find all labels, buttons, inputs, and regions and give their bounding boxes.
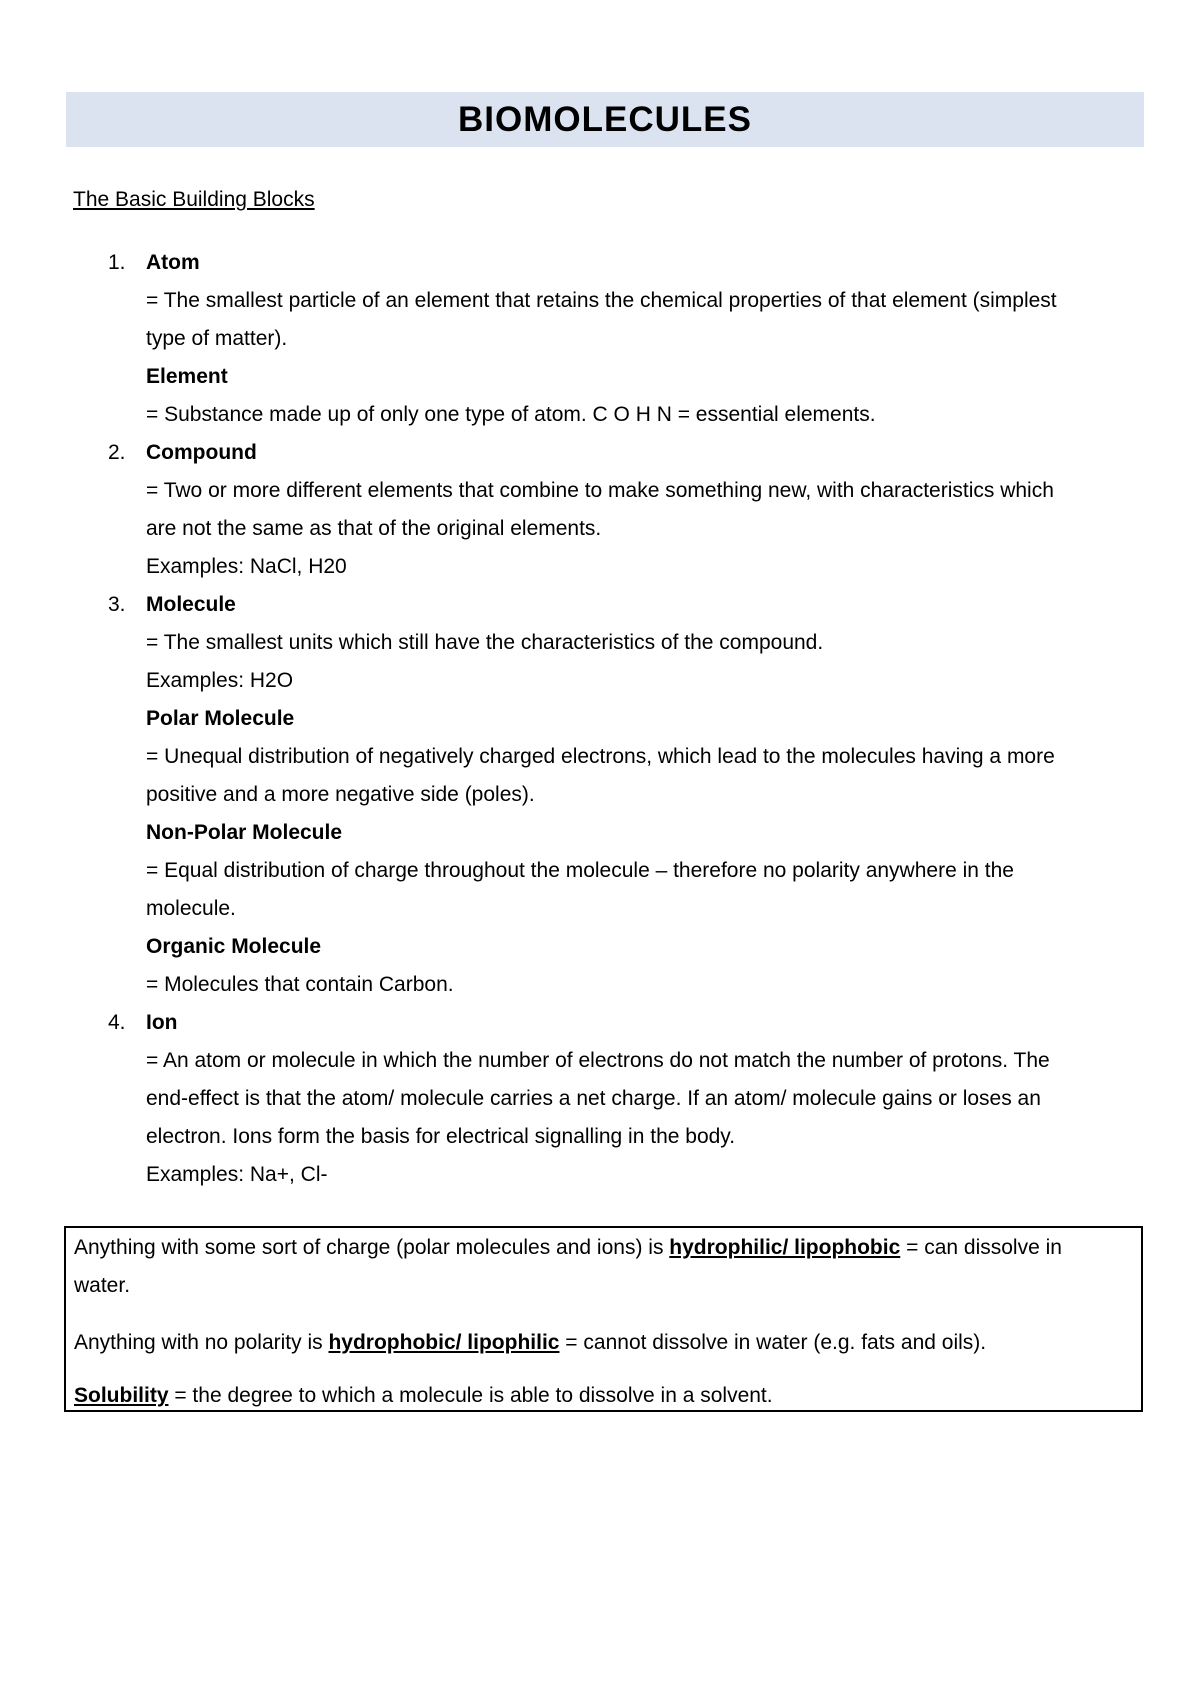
definition-line: electron. Ions form the basis for electrical signalling in the body. [146,1125,736,1148]
definition-line: = An atom or molecule in which the number of electrons do not match the number of protons. The [146,1049,1050,1072]
summary-box [64,1226,1143,1412]
summary-text: Anything with no polarity is [74,1331,329,1354]
summary-paragraph-cont: water. [74,1274,131,1297]
definition-line: = The smallest particle of an element that retains the chemical properties of that element (simplest [146,289,1057,312]
definition-line: = Substance made up of only one type of atom. C O H N = essential elements. [146,403,876,426]
definition-line: = Unequal distribution of negatively charged electrons, which lead to the molecules having a more [146,745,1055,768]
summary-text: = can dissolve in [900,1236,1062,1259]
definition-line: = Equal distribution of charge throughout the molecule – therefore no polarity anywhere in the [146,859,1014,882]
examples-line: Examples: H2O [146,669,294,692]
definition-line: type of matter). [146,327,288,350]
key-term: hydrophilic/ lipophobic [669,1236,901,1259]
list-number: 3. [108,593,126,616]
summary-text: Anything with some sort of charge (polar molecules and ions) is [74,1236,670,1259]
key-term: hydrophobic/ lipophilic [328,1331,560,1354]
summary-paragraph [74,1381,773,1411]
title-banner [66,92,1144,147]
definition-line: = Molecules that contain Carbon. [146,973,454,996]
term-heading: Element [146,365,228,388]
term-heading: Molecule [146,593,236,616]
term-heading: Compound [146,441,257,464]
examples-line: Examples: Na+, Cl- [146,1163,328,1186]
list-number: 2. [108,441,126,464]
list-number: 1. [108,251,126,274]
definition-line: = The smallest units which still have the characteristics of the compound. [146,631,824,654]
list-number: 4. [108,1011,126,1034]
term-heading: Non-Polar Molecule [146,821,343,844]
summary-paragraph [74,1324,986,1362]
definition-line: = Two or more different elements that combine to make something new, with characteristics which [146,479,1054,502]
term-heading: Organic Molecule [146,935,322,958]
term-heading: Atom [146,251,200,274]
section-subtitle: The Basic Building Blocks [73,188,315,211]
key-term: Solubility [74,1384,169,1407]
definition-line: molecule. [146,897,236,920]
page-title: BIOMOLECULES [458,99,752,139]
summary-text: = the degree to which a molecule is able to dissolve in a solvent. [168,1384,773,1407]
examples-line: Examples: NaCl, H20 [146,555,347,578]
definition-line: positive and a more negative side (poles). [146,783,535,806]
summary-paragraph [74,1229,1062,1267]
term-heading: Polar Molecule [146,707,295,730]
term-heading: Ion [146,1011,178,1034]
definition-line: are not the same as that of the original elements. [146,517,602,540]
definition-line: end-effect is that the atom/ molecule carries a net charge. If an atom/ molecule gains or loses an [146,1087,1041,1110]
summary-text: = cannot dissolve in water (e.g. fats and oils). [559,1331,987,1354]
